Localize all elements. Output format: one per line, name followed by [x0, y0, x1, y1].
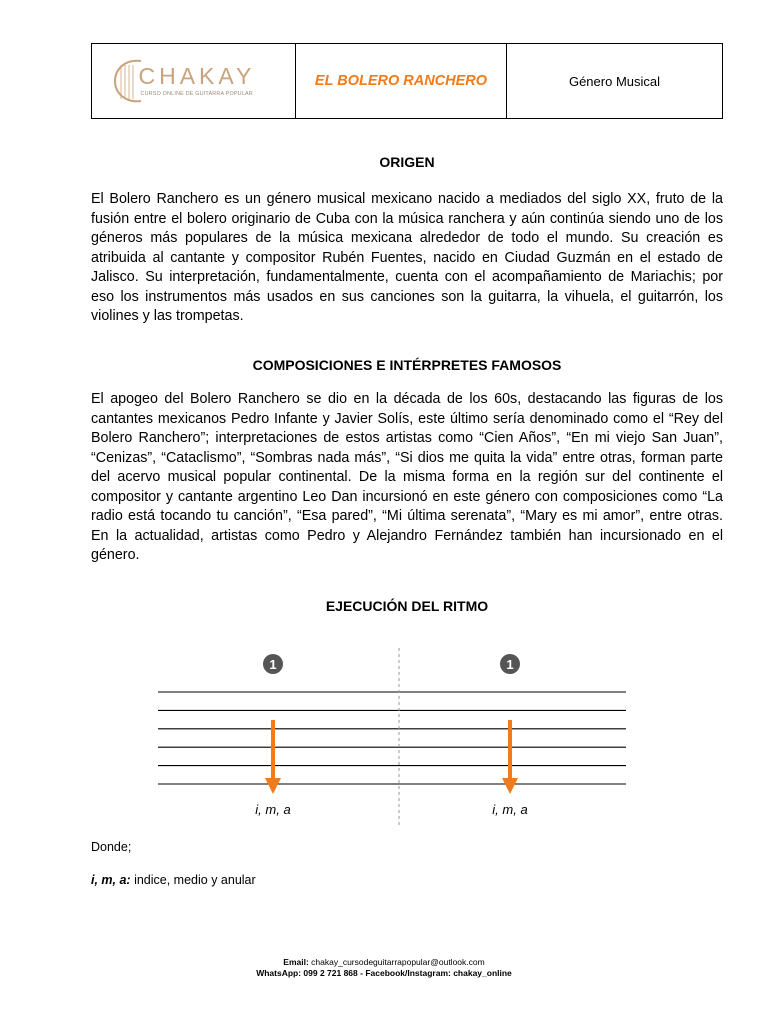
- beat: [492, 654, 527, 817]
- section-heading-composiciones: COMPOSICIONES E INTÉRPRETES FAMOSOS: [252, 357, 562, 373]
- footer-email-label: Email:: [283, 957, 309, 967]
- footer-whatsapp-label: WhatsApp:: [256, 968, 302, 978]
- footer-social: chakay_online: [450, 968, 512, 978]
- beat-number: 1: [269, 657, 277, 672]
- legend-term: i, m, a:: [91, 873, 131, 887]
- beats-group: [255, 654, 527, 817]
- footer-social-label: - Facebook/Instagram:: [357, 968, 451, 978]
- footer-whatsapp: 099 2 721 868: [301, 968, 358, 978]
- logo-cell: [92, 44, 296, 118]
- title-cell: [296, 44, 507, 118]
- beat-number: 1: [506, 657, 514, 672]
- logo-subtitle: CURSO ONLINE DE GUITARRA POPULAR: [140, 91, 253, 97]
- footer-email: chakay_cursodeguitarrapopular@outlook.com: [308, 957, 485, 967]
- section-heading-ejecucion: EJECUCIÓN DEL RITMO: [325, 598, 489, 614]
- logo-wordmark: CHAKAY: [138, 63, 256, 89]
- legend-definition: [91, 873, 256, 887]
- beat-label: i, m, a: [255, 802, 291, 817]
- beat: [255, 654, 290, 817]
- footer: [0, 957, 768, 979]
- category-cell: [507, 44, 722, 118]
- down-arrow-shaft: [508, 720, 512, 780]
- paragraph-composiciones: El apogeo del Bolero Ranchero se dio en la década de los 60s, destacando las figuras de los cantantes mexicanos Pedro Infante y Javier Solís, este último sería denominado como el “Rey del Bolero Ranchero”; interpretaciones de estos artistas como “Cien Años”, “En mi viejo San Juan”, “Cenizas”, “Cataclismo”, “Sombras nada más”, “Si dios me quita la vida” entre otras, forman parte del acervo musical popular continental. De la misma forma en la región sur del continente el compositor y cantante argentino Leo Dan incursionó en este género con composiciones como “La radio está tocando tu canción”, “Esa pared”, “Mi última serenata”, “Mary es mi amor”, entre otras. En la actualidad, artistas como Pedro y Alejandro Fernández también han incursionado en el género.: [91, 391, 723, 563]
- document-category: Género Musical: [568, 73, 661, 89]
- down-arrow-icon: [265, 778, 281, 794]
- beat-label: i, m, a: [492, 802, 528, 817]
- footer-email-line: [0, 957, 768, 968]
- footer-contact-line: [0, 968, 768, 979]
- legend-text: indice, medio y anular: [130, 873, 256, 887]
- brand-logo: [109, 53, 279, 109]
- guitar-strings: [158, 692, 626, 784]
- down-arrow-shaft: [271, 720, 275, 780]
- paragraph-origen: El Bolero Ranchero es un género musical mexicano nacido a mediados del siglo XX, fruto de la fusión entre el bolero originario de Cuba con la música ranchera y aún continúa siendo uno de los géneros más populares de la música mexicana alrededor de todo el mundo. Su creación es atribuida al cantante y compositor Rubén Fuentes, nacido en Ciudad Guzmán en el estado de Jalisco. Su interpretación, fundamentalmente, cuenta con el acompañamiento de Mariachis; por eso los instrumentos más usados en sus canciones son la guitarra, la vihuela, el guitarrón, los violines y las trompetas.: [91, 191, 723, 324]
- down-arrow-icon: [502, 778, 518, 794]
- document-title: EL BOLERO RANCHERO: [314, 73, 488, 89]
- legend-intro: Donde;: [91, 840, 132, 854]
- rhythm-diagram: [150, 640, 640, 830]
- document-header: [91, 43, 723, 119]
- section-heading-origen: ORIGEN: [379, 154, 435, 170]
